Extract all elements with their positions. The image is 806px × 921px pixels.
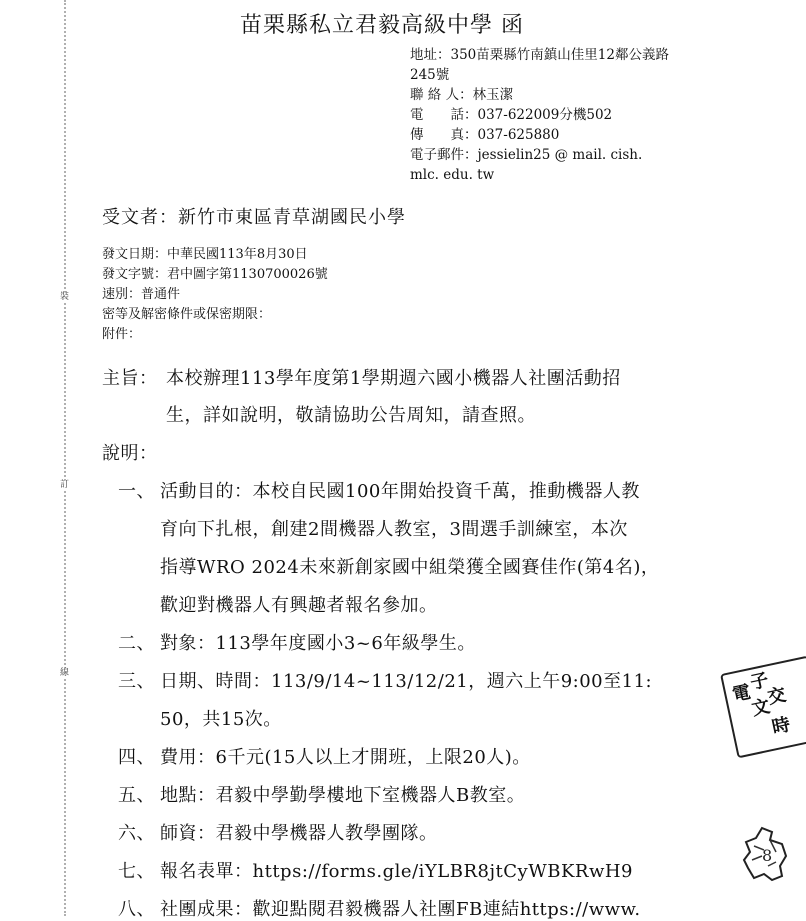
item-text: 指導WRO 2024未來新創家國中組榮獲全國賽佳作(第4名)， xyxy=(160,557,660,578)
stamp-char: 時 xyxy=(770,714,793,739)
item-text: 對象：113學年度國小3~6年級學生。 xyxy=(160,633,476,654)
stamp-char: 交 xyxy=(765,684,788,709)
recipient: 受文者：新竹市東區青草湖國民小學 xyxy=(102,207,406,228)
issue-date: 發文日期：中華民國113年8月30日 xyxy=(102,247,308,262)
item-text: 費用：6千元(15人以上才開班，上限20人)。 xyxy=(160,747,531,768)
binding-mark-ding: 訂 xyxy=(60,480,70,490)
item-number: 二、 xyxy=(118,633,155,654)
item-number: 七、 xyxy=(118,861,155,882)
attachment: 附件： xyxy=(102,327,142,342)
electronic-exchange-stamp xyxy=(720,656,806,759)
item-number: 一、 xyxy=(118,481,155,502)
binding-mark-zhuang: 裝 xyxy=(60,292,70,302)
contact-person: 聯 絡 人：林玉潔 xyxy=(410,87,514,103)
item-text: 社團成果：歡迎點閱君毅機器人社團FB連結https://www. xyxy=(160,899,641,920)
item-number: 五、 xyxy=(118,785,155,806)
stamp-char: 電 xyxy=(730,681,753,706)
subject-line-1: 本校辦理113學年度第1學期週六國小機器人社團活動招 xyxy=(166,368,621,389)
explanation-label: 說明： xyxy=(102,443,158,464)
item-text: 育向下扎根，創建2間機器人教室，3間選手訓練室，本次 xyxy=(160,519,628,540)
address-line-1: 地址：350苗栗縣竹南鎮山佳里12鄰公義路 xyxy=(410,47,669,63)
speed: 速別：普通件 xyxy=(102,287,181,302)
document-title: 苗栗縣私立君毅高級中學 函 xyxy=(240,13,524,38)
item-text: 50，共15次。 xyxy=(160,709,282,730)
subject-label: 主旨： xyxy=(102,368,158,389)
item-number: 六、 xyxy=(118,823,155,844)
item-number: 三、 xyxy=(118,671,155,692)
email-line-2: mlc. edu. tw xyxy=(410,167,495,183)
binding-mark-xian: 線 xyxy=(60,668,70,678)
item-text: 活動目的：本校自民國100年開始投資千萬，推動機器人教 xyxy=(160,481,640,502)
registration-link[interactable]: 報名表單：https://forms.gle/iYLBR8jtCyWBKRwH9 xyxy=(160,861,634,882)
subject-line-2: 生，詳如說明，敬請協助公告周知，請查照。 xyxy=(166,405,536,426)
item-number: 八、 xyxy=(118,899,155,920)
item-text: 師資：君毅中學機器人教學團隊。 xyxy=(160,823,438,844)
stamp-char: 文 xyxy=(749,695,772,721)
item-number: 四、 xyxy=(118,747,155,768)
item-text: 歡迎對機器人有興趣者報名參加。 xyxy=(160,595,438,616)
phone: 電 話：037-622009分機502 xyxy=(410,107,613,123)
stamp-char: 子 xyxy=(748,669,771,694)
item-text: 地點：君毅中學勤學樓地下室機器人B教室。 xyxy=(160,785,526,806)
page-number: 8 xyxy=(762,846,773,865)
item-text: 日期、時間：113/9/14~113/12/21，週六上午9:00至11: xyxy=(160,671,653,692)
secrecy: 密等及解密條件或保密期限： xyxy=(102,307,272,322)
address-line-2: 245號 xyxy=(410,67,450,83)
document-number: 發文字號：君中圖字第1130700026號 xyxy=(102,267,328,282)
binding-dotted-line xyxy=(64,0,66,916)
email-line-1: 電子郵件：jessielin25 @ mail. cish. xyxy=(410,147,643,163)
fax: 傳 真：037-625880 xyxy=(410,127,560,143)
